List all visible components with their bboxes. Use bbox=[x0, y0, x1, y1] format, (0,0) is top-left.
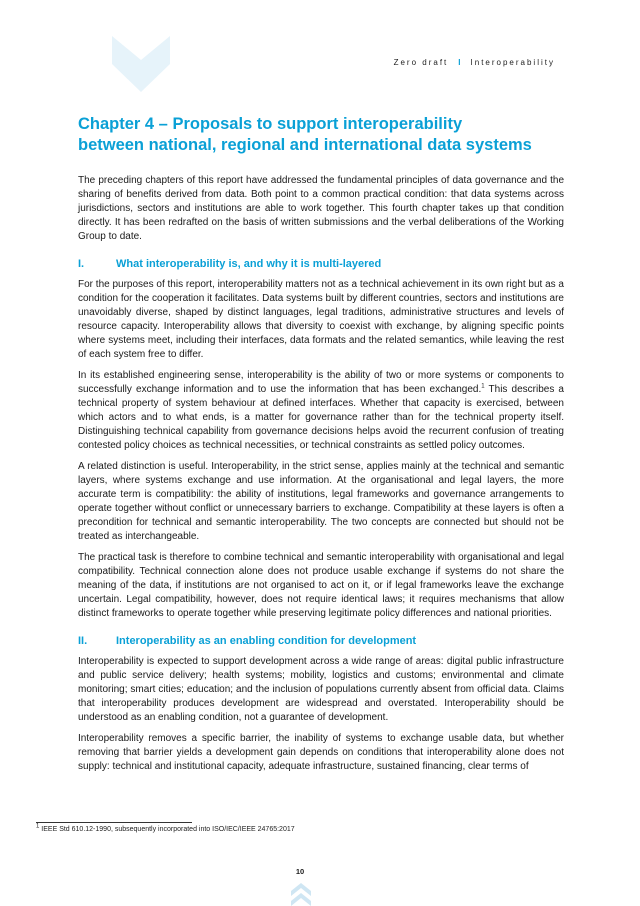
chapter-title-line-1: Chapter 4 – Proposals to support interoperability bbox=[78, 115, 463, 133]
section-2-number: II. bbox=[78, 635, 88, 647]
section-2-title: Interoperability as an enabling condition for development bbox=[116, 635, 417, 647]
header-separator: I bbox=[458, 58, 461, 67]
section-1-paragraph-3: A related distinction is useful. Interoperability, in the strict sense, applies mainly at the technical and semantic layers, where systems exchange and use information. At the organisational and legal layers, the more accurate term is compatibility: the ability of institutions, legal frameworks and governance arrangements to operate together without conflict or unnecessary barriers to exchange. Compatibility at these layers is often a precondition for technical and semantic interoperability. The two concepts are connected but should not be treated as interchangeable. bbox=[78, 461, 564, 542]
double-chevron-up-icon bbox=[291, 883, 311, 906]
intro-paragraph: The preceding chapters of this report have addressed the fundamental principles of data governance and the sharing of benefits derived from data. Both point to a common practical condition: that data systems across jurisdictions, sectors and institutions are able to work together. This fourth chapter takes up that condition directly. It has been redrafted on the basis of written submissions and the verbal deliberations of the Working Group to date. bbox=[78, 175, 564, 242]
paragraph-2-text-b: This describes a technical property of system behaviour at defined interfaces. Whether that capacity is exercised, between which actors and to what ends, is a matter for governance rather than for the technical property itself. Distinguishing technical capability from governance decisions helps avoid the recurrent confusion of treating contested policy choices as technical necessities, or technical constraints as settled policy outcomes. bbox=[78, 384, 564, 451]
footnote-ref-1[interactable]: 1 bbox=[481, 383, 485, 390]
section-2-paragraph-2: Interoperability removes a specific barrier, the inability of systems to exchange usable data, but whether removing that barrier yields a development gain depends on conditions that interoperability alone does not supply: technical and institutional capacity, adequate infrastructure, sustained financing, clear terms of bbox=[78, 733, 564, 772]
chapter-title bbox=[78, 114, 564, 156]
section-1-paragraph-1: For the purposes of this report, interoperability matters not as a technical achievement in its own right but as a condition for the cooperation it facilitates. Data systems built by different countries, sectors and institutions are unavoidably diverse, shaped by distinct languages, legal traditions, administrative structures and levels of resource capacity. Interoperability allows that diversity to coexist with exchange, by aligning specific points where systems meet, including their interfaces, data formats and the related semantics, while leaving the rest of each system free to differ. bbox=[78, 279, 564, 360]
chevron-logo-icon bbox=[112, 36, 170, 92]
section-1-number: I. bbox=[78, 258, 85, 270]
footnote-divider bbox=[36, 822, 192, 823]
section-1-paragraph-4: The practical task is therefore to combine technical and semantic interoperability with organisational and legal compatibility. Technical connection alone does not produce usable exchange if systems do not share the meaning of the data, if institutions are not organised to act on it, or if legal frameworks leave the exchange uncertain. Legal compatibility, however, does not require identical laws; it requires mechanisms that allow distinct frameworks to operate together while preserving legitimate policy differences and national priorities. bbox=[78, 552, 564, 619]
page-number: 10 bbox=[295, 867, 305, 876]
running-header bbox=[394, 58, 555, 67]
section-2-paragraph-1: Interoperability is expected to support development across a wide range of areas: digital public infrastructure and public service delivery; health systems; mobility, logistics and customs; environmental and climate monitoring; smart cities; education; and the inclusion of populations currently absent from official data. Claims that interoperability produces development are widespread and overstated. Interoperability should be understood as an enabling condition, not a guarantee of development. bbox=[78, 656, 564, 723]
header-doc-status: Zero draft bbox=[393, 58, 449, 67]
page-body bbox=[78, 114, 564, 781]
section-1-title: What interoperability is, and why it is multi-layered bbox=[116, 258, 382, 270]
footnote-text: IEEE Std 610.12-1990, subsequently incorporated into ISO/IEC/IEEE 24765:2017 bbox=[41, 826, 295, 833]
footnote-number: 1 bbox=[36, 823, 40, 830]
chapter-title-line-2: between national, regional and international data systems bbox=[78, 136, 532, 154]
header-doc-topic: Interoperability bbox=[470, 58, 555, 67]
section-2-heading bbox=[78, 635, 564, 647]
section-1-heading bbox=[78, 258, 564, 270]
section-1-paragraph-2 bbox=[78, 369, 564, 453]
paragraph-2-text-a: In its established engineering sense, interoperability is the ability of two or more systems or components to successfully exchange information and to use the information that has been exchanged. bbox=[78, 370, 564, 395]
footnote bbox=[36, 823, 295, 833]
